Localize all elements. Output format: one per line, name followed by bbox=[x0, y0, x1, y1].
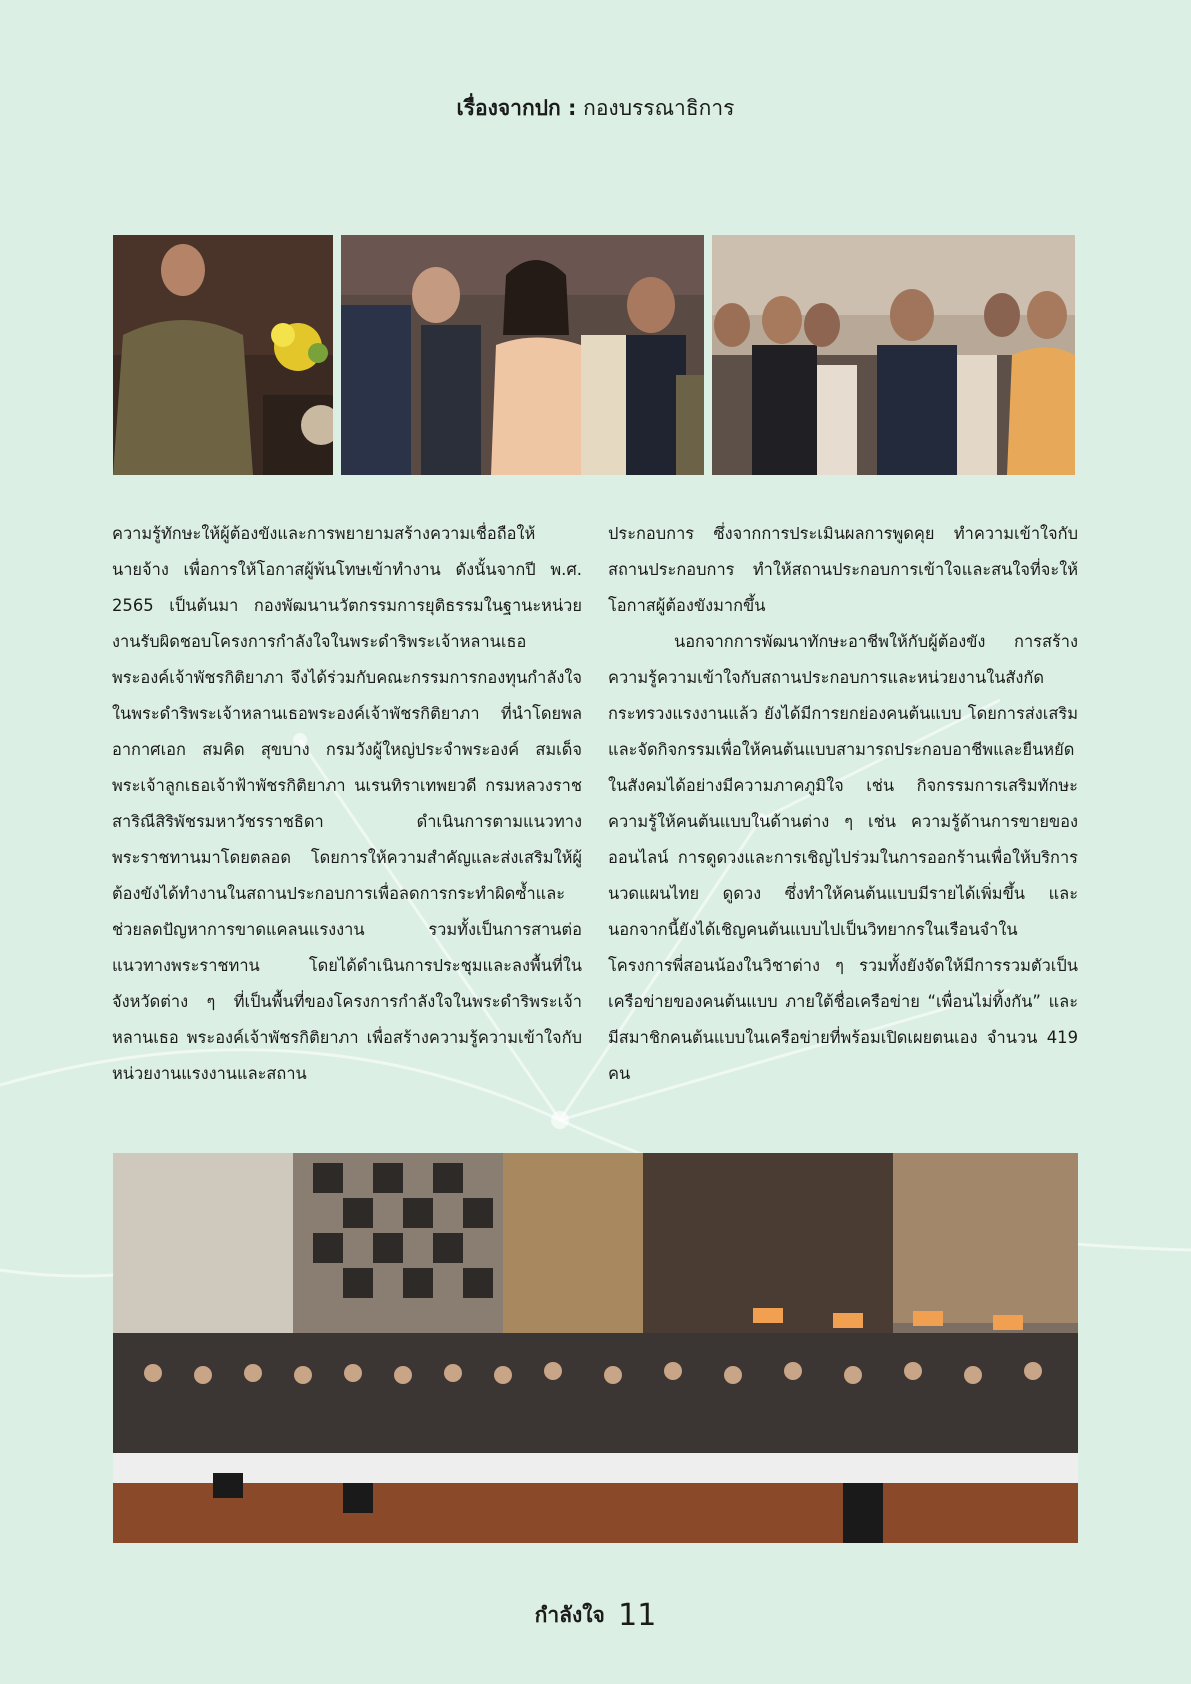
byline: กองบรรณาธิการ bbox=[583, 96, 735, 120]
magazine-name: กำลังใจ bbox=[534, 1603, 605, 1627]
photo-auditorium bbox=[113, 1153, 1078, 1543]
photo-audience-woman-seated-icon bbox=[341, 235, 704, 475]
photo-speaker bbox=[113, 235, 333, 475]
body-column-left bbox=[112, 516, 582, 1092]
photo-speaker-at-podium-icon bbox=[113, 235, 333, 475]
photo-audience-officials bbox=[712, 235, 1075, 475]
photo-auditorium-audience-icon bbox=[113, 1153, 1078, 1543]
page-header bbox=[0, 92, 1191, 125]
page-number: 11 bbox=[618, 1598, 657, 1633]
page-footer bbox=[0, 1598, 1191, 1633]
body-paragraph: นอกจากการพัฒนาทักษะอาชีพให้กับผู้ต้องขัง การสร้างความรู้ความเข้าใจกับสถานประกอบการและหน่วยงานในสังกัดกระทรวงแรงงานแล้ว ยังได้มีการยกย่องคนต้นแบบ โดยการส่งเสริมและจัดกิจกรรมเพื่อให้คนต้นแบบสามารถประกอบอาชีพและยืนหยัดในสังคมได้อย่างมีความภาคภูมิใจ เช่น กิจกรรมการเสริมทักษะความรู้ให้คนต้นแบบในด้านต่าง ๆ เช่น ความรู้ด้านการขายของออนไลน์ การดูดวงและการเชิญไปร่วมในการออกร้านเพื่อให้บริการนวดแผนไทย ดูดวง ซึ่งทำให้คนต้นแบบมีรายได้เพิ่มขึ้น และนอกจากนี้ยังได้เชิญคนต้นแบบไปเป็นวิทยากรในเรือนจำในโครงการพี่สอนน้องในวิชาต่าง ๆ รวมทั้งยังจัดให้มีการรวมตัวเป็นเครือข่ายของคนต้นแบบ ภายใต้ชื่อเครือข่าย “เพื่อนไม่ทิ้งกัน” และมีสมาชิกคนต้นแบบในเครือข่ายที่พร้อมเปิดเผยตนเอง จำนวน 419 คน bbox=[608, 632, 1078, 1083]
section-label: เรื่องจากปก : bbox=[456, 96, 577, 120]
photo-audience-woman bbox=[341, 235, 704, 475]
body-paragraph: ความรู้ทักษะให้ผู้ต้องขังและการพยายามสร้างความเชื่อถือให้นายจ้าง เพื่อการให้โอกาสผู้พ้นโทษเข้าทำงาน ดังนั้นจากปี พ.ศ. 2565 เป็นต้นมา กองพัฒนานวัตกรรมการยุติธรรมในฐานะหน่วยงานรับผิดชอบโครงการกำลังใจในพระดำริพระเจ้าหลานเธอ พระองค์เจ้าพัชรกิติยาภา จึงได้ร่วมกับคณะกรรมการกองทุนกำลังใจในพระดำริพระเจ้าหลานเธอพระองค์เจ้าพัชรกิติยาภา ที่นำโดยพลอากาศเอก สมคิด สุขบาง กรมวังผู้ใหญ่ประจำพระองค์ สมเด็จพระเจ้าลูกเธอเจ้าฟ้าพัชรกิติยาภา นเรนทิราเทพยวดี กรมหลวงราชสาริณีสิริพัชรมหาวัชรราชธิดา ดำเนินการตามแนวทางพระราชทานมาโดยตลอด โดยการให้ความสำคัญและส่งเสริมให้ผู้ต้องขังได้ทำงานในสถานประกอบการเพื่อลดการกระทำผิดซ้ำและช่วยลดปัญหาการขาดแคลนแรงงาน รวมทั้งเป็นการสานต่อแนวทางพระราชทาน โดยได้ดำเนินการประชุมและลงพื้นที่ในจังหวัดต่าง ๆ ที่เป็นพื้นที่ของโครงการกำลังใจในพระดำริพระเจ้าหลานเธอ พระองค์เจ้าพัชรกิติยาภา เพื่อสร้างความรู้ความเข้าใจกับหน่วยงานแรงงานและสถาน bbox=[112, 524, 582, 1083]
photo-audience-officials-seated-icon bbox=[712, 235, 1075, 475]
body-paragraph: ประกอบการ ซึ่งจากการประเมินผลการพูดคุย ทำความเข้าใจกับสถานประกอบการ ทำให้สถานประกอบการเข้าใจและสนใจที่จะให้โอกาสผู้ต้องขังมากขึ้น bbox=[608, 524, 1078, 615]
body-column-right bbox=[608, 516, 1078, 1092]
